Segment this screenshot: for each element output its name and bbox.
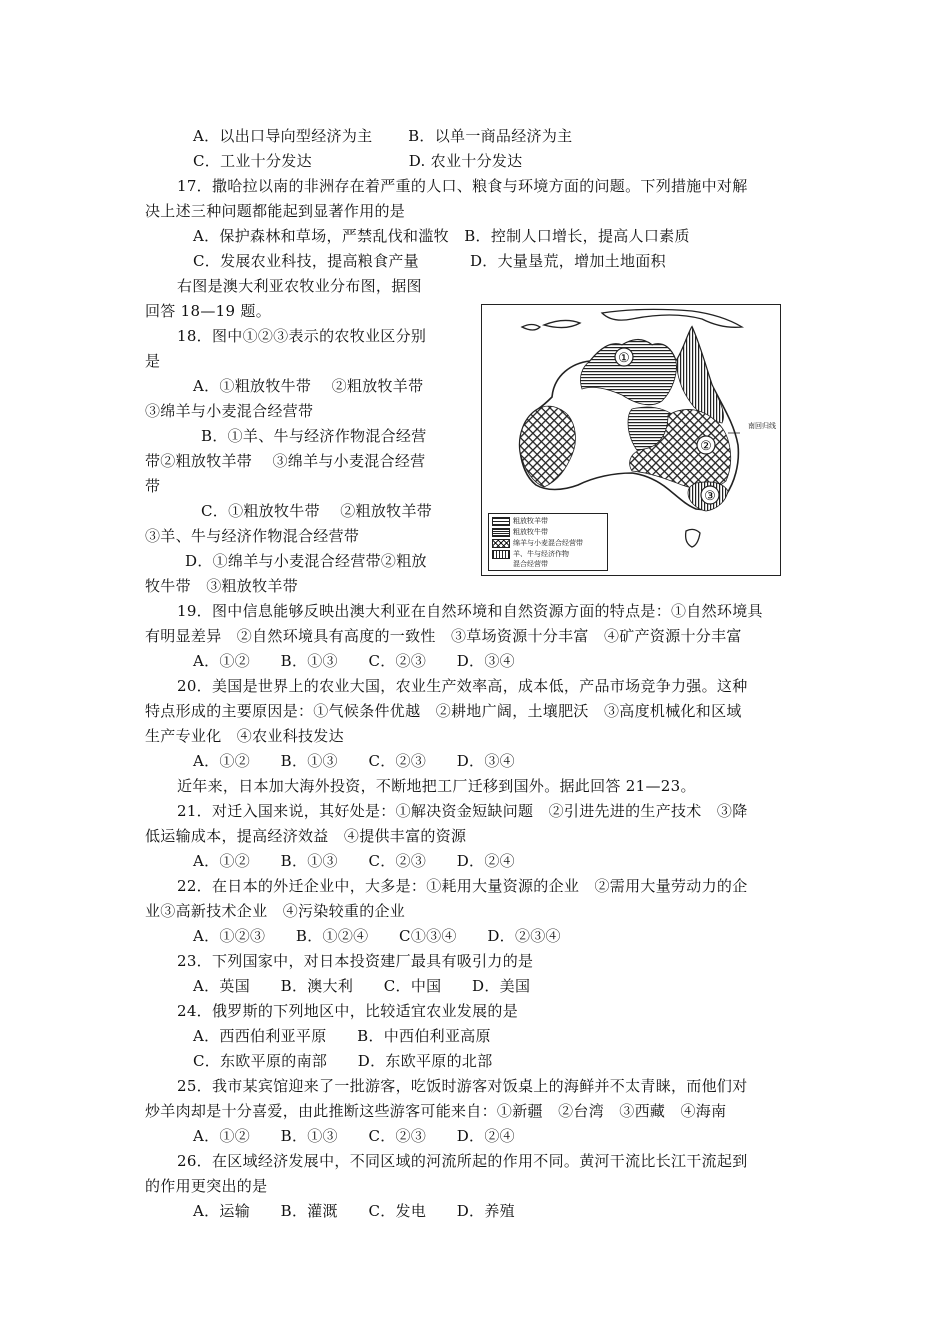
- q24-options-cd: C．东欧平原的南部 D．东欧平原的北部: [193, 1052, 493, 1070]
- legend-item: [492, 527, 548, 538]
- q17-options-ab: A．保护森林和草场，严禁乱伐和滥牧 B．控制人口增长，提高人口素质: [193, 227, 690, 245]
- q21-stem-line1: 21．对迁入国来说，其好处是：①解决资金短缺问题 ②引进先进的生产技术 ③降: [177, 802, 748, 820]
- legend-swatch: [492, 550, 510, 559]
- island-outline: [544, 320, 580, 327]
- q18-stem-line2: 是: [145, 352, 161, 370]
- legend-label: 粗放牧牛带: [513, 528, 548, 536]
- island-outline: [522, 325, 540, 331]
- q18-option-c-line1: C．①粗放牧牛带 ②粗放牧羊带: [201, 502, 433, 520]
- legend-label: 粗放牧羊带: [513, 517, 548, 525]
- q26-options: A．运输 B．灌溉 C．发电 D．养殖: [193, 1202, 515, 1220]
- q20-options: A．①② B．①③ C．②③ D．③④: [193, 752, 515, 770]
- legend-item: [492, 516, 548, 527]
- q17-stem-line1: 17．撒哈拉以南的非洲存在着严重的人口、粮食与环境方面的问题。下列措施中对解: [177, 177, 748, 195]
- q25-stem-line1: 25．我市某宾馆迎来了一批游客，吃饭时游客对饭桌上的海鲜并不太青睐，而他们对: [177, 1077, 748, 1095]
- q19-stem-line2: 有明显差异 ②自然环境具有高度的一致性 ③草场资源十分丰富 ④矿产资源十分丰富: [145, 627, 742, 645]
- q18-stem-line1: 18．图中①②③表示的农牧业区分别: [177, 327, 427, 345]
- q16-options-cd: C．工业十分发达 D. 农业十分发达: [193, 152, 523, 170]
- legend-swatch: [492, 528, 510, 537]
- legend-swatch: [492, 539, 510, 548]
- q25-stem-line2: 炒羊肉却是十分喜爱，由此推断这些游客可能来自：①新疆 ②台湾 ③西藏 ④海南: [145, 1102, 727, 1120]
- q19-options: A．①② B．①③ C．②③ D．③④: [193, 652, 515, 670]
- q23-options: A．英国 B．澳大利 C．中国 D．美国: [193, 977, 531, 995]
- q24-options-ab: A．西西伯利亚平原 B．中西伯利亚高原: [193, 1027, 491, 1045]
- q18-option-a-line2: ③绵羊与小麦混合经营带: [145, 402, 314, 420]
- q21-23-intro: 近年来，日本加大海外投资，不断地把工厂迁移到国外。据此回答 21—23。: [177, 777, 696, 795]
- australia-agriculture-map: [481, 304, 781, 576]
- q17-stem-line2: 决上述三种问题都能起到显著作用的是: [145, 202, 406, 220]
- q20-stem-line1: 20．美国是世界上的农业大国，农业生产效率高，成本低，产品市场竞争力强。这种: [177, 677, 748, 695]
- q18-option-c-line2: ③羊、牛与经济作物混合经营带: [145, 527, 360, 545]
- marker-3-label: ③: [704, 489, 716, 504]
- q16-options-ab: A．以出口导向型经济为主 B．以单一商品经济为主: [193, 127, 573, 145]
- q18-option-b-line3: 带: [145, 477, 161, 495]
- tropic-label: 南回归线: [748, 422, 776, 430]
- map-intro-line1: 右图是澳大利亚农牧业分布图，据图: [177, 277, 422, 295]
- q18-option-b-line1: B．①羊、牛与经济作物混合经营: [201, 427, 427, 445]
- q18-option-d-line2: 牧牛带 ③粗放牧羊带: [145, 577, 299, 595]
- new-guinea-outline: [602, 309, 742, 327]
- q19-stem-line1: 19．图中信息能够反映出澳大利亚在自然环境和自然资源方面的特点是：①自然环境具: [177, 602, 763, 620]
- q18-option-b-line2: 带②粗放牧羊帯 ③绵羊与小麦混合经营: [145, 452, 426, 470]
- q20-stem-line2: 特点形成的主要原因是：①气候条件优越 ②耕地广阔，土壤肥沃 ③高度机械化和区域: [145, 702, 742, 720]
- q26-stem-line1: 26．在区域经济发展中，不同区域的河流所起的作用不同。黄河干流比长江干流起到: [177, 1152, 748, 1170]
- marker-2-label: ②: [700, 439, 712, 454]
- map-legend: [488, 513, 608, 571]
- marker-1-label: ①: [618, 351, 630, 366]
- tasmania-outline: [686, 529, 700, 547]
- q21-stem-line2: 低运输成本，提高经济效益 ④提供丰富的资源: [145, 827, 467, 845]
- q22-options: A．①②③ B．①②④ C①③④ D．②③④: [193, 927, 561, 945]
- q21-options: A．①② B．①③ C．②③ D．②④: [193, 852, 515, 870]
- q18-option-d-line1: D．①绵羊与小麦混合经营带②粗放: [185, 552, 427, 570]
- legend-label: 绵羊与小麦混合经营带: [513, 539, 583, 547]
- q20-stem-line3: 生产专业化 ④农业科技发达: [145, 727, 344, 745]
- legend-label-cont: 混合经营带: [513, 560, 548, 568]
- q17-options-cd: C．发展农业科技，提高粮食产量 D．大量垦荒，增加土地面积: [193, 252, 666, 270]
- legend-swatch: [492, 517, 510, 526]
- q22-stem-line2: 业③高新技术企业 ④污染较重的企业: [145, 902, 406, 920]
- q24-stem: 24．俄罗斯的下列地区中，比较适宜农业发展的是: [177, 1002, 518, 1020]
- q26-stem-line2: 的作用更突出的是: [145, 1177, 268, 1195]
- q25-options: A．①② B．①③ C．②③ D．②④: [193, 1127, 515, 1145]
- legend-item: [492, 538, 583, 549]
- q18-option-a-line1: A．①粗放牧牛带 ②粗放牧羊带: [193, 377, 424, 395]
- q22-stem-line1: 22．在日本的外迁企业中，大多是：①耗用大量资源的企业 ②需用大量劳动力的企: [177, 877, 748, 895]
- q23-stem: 23．下列国家中，对日本投资建厂最具有吸引力的是: [177, 952, 534, 970]
- map-intro-line2: 回答 18—19 题。: [145, 302, 272, 320]
- legend-label: 羊、牛与经济作物: [513, 550, 569, 558]
